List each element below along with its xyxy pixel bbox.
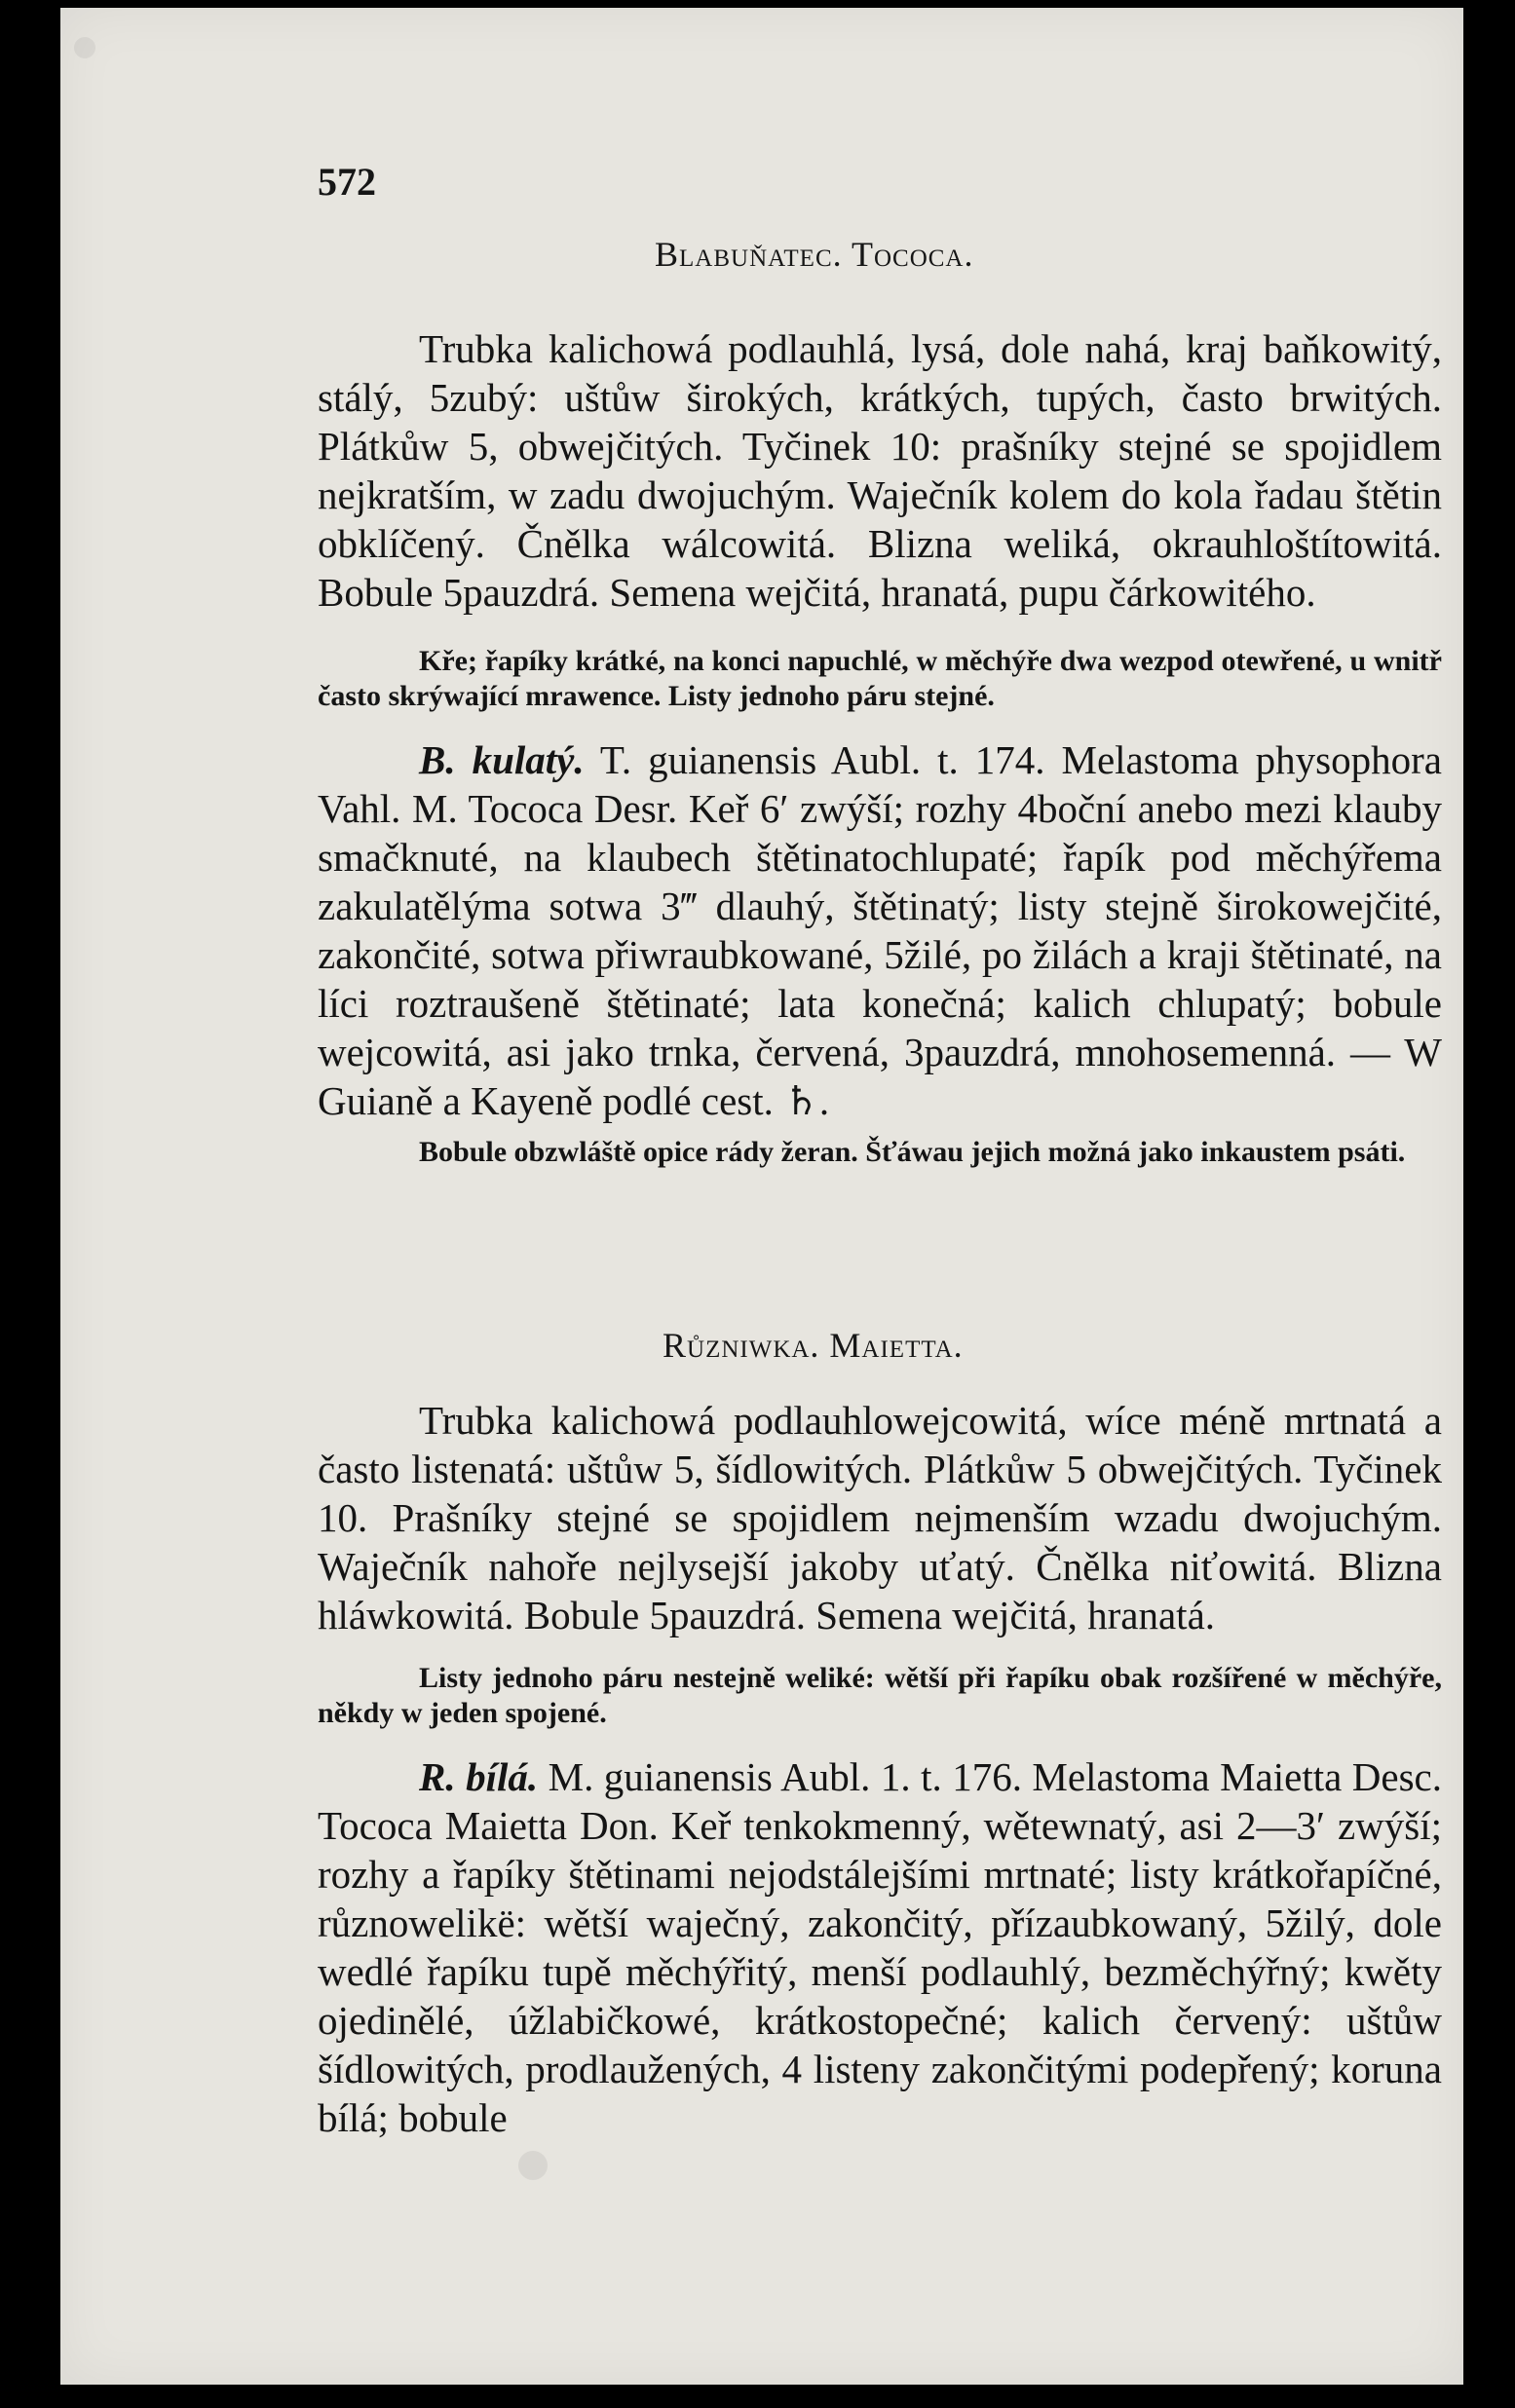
species-entry <box>318 735 1442 1125</box>
species-name: R. bílá. <box>419 1754 539 1799</box>
book-page <box>60 8 1463 2385</box>
page-number: 572 <box>318 160 376 204</box>
species-text: T. guianensis Aubl. t. 174. Melastoma physophora Vahl. M. Tococa Desr. Keř 6′ zwýší; rozhy 4boční anebo mezi klauby smačknuté, na klaubech štětinatochlupaté; řapík pod měchýřema zakulatělýma sotwa 3‴ dlauhý, štětinatý; listy stejně širokowejčité, zakončité, sotwa přiwraubkowané, 5žilé, po žilách a kraji štětinaté, na líci roztraušeně štětinaté; lata konečná; kalich chlupatý; bobule wejcowitá, asi jako trnka, červená, 3pauzdrá, mnohosemenná. — W Guianě a Kayeně podlé cest. ♄. <box>318 737 1442 1123</box>
genus-note: Kře; řapíky krátké, na konci napuchlé, w měchýře dwa wezpod otewřené, u wnitř často skrýwající mrawence. Listy jednoho páru stejné. <box>318 645 1442 712</box>
genus-heading-tococa: Blabuňatec. Tococa. <box>655 235 974 274</box>
section-maietta <box>318 1396 1442 2142</box>
page-stain <box>74 37 95 58</box>
genus-description: Trubka kalichowá podlauhlá, lysá, dole nahá, kraj baňkowitý, stálý, 5zubý: uštůw širokých, krátkých, tupých, často brwitých. Plátkůw 5, obwejčitých. Tyčinek 10: prašníky stejné se spojidlem nejkratším, w zadu dwojuchým. Waječník kolem do kola řadau štětin obklíčený. Čnělka wálcowitá. Blizna weliká, okrauhloštítowitá. Bobule 5pauzdrá. Semena wejčitá, hranatá, pupu čárkowitého. <box>318 326 1442 615</box>
species-entry <box>318 1752 1442 2142</box>
genus-description: Trubka kalichowá podlauhlowejcowitá, wíce méně mrtnatá a často listenatá: uštůw 5, šídlowitých. Plátkůw 5 obwejčitých. Tyčinek 10. Prašníky stejné se spojidlem nejmenším wzadu dwojuchým. Waječník nahoře nejlysejší jakoby uťatý. Čnělka niťowitá. Blizna hláwkowitá. Bobule 5pauzdrá. Semena wejčitá, hranatá. <box>318 1398 1442 1637</box>
species-text: M. guianensis Aubl. 1. t. 176. Melastoma Maietta Desc. Tococa Maietta Don. Keř tenkokmenný, wětewnatý, asi 2—3′ zwýší; rozhy a řapíky štětinami nejodstálejšími mrtnaté; listy krátkořapíčné, různowelikë: wětší waječný, zakončitý, přízaubkowaný, 5žilý, dole wedlé řapíku tupě měchýřitý, menší podlauhlý, bezměchýřný; kwěty ojedinělé, úžlabičkowé, krátkostopečné; kalich červený: uštůw šídlowitých, prodlaužených, 4 listeny zakončitými podepřený; koruna bílá; bobule <box>318 1754 1442 2140</box>
genus-heading-maietta: Různiwka. Maietta. <box>663 1326 964 1365</box>
genus-note: Listy jednoho páru nestejně weliké: wětší při řapíku obak rozšířené w měchýře, někdy w jeden spojené. <box>318 1662 1442 1729</box>
species-name: B. kulatý. <box>419 737 585 782</box>
section-tococa <box>318 324 1442 1170</box>
page-stain <box>518 2151 548 2180</box>
species-note: Bobule obzwláště opice rády žeran. Šťáwau jejich možná jako inkaustem psáti. <box>419 1136 1406 1168</box>
